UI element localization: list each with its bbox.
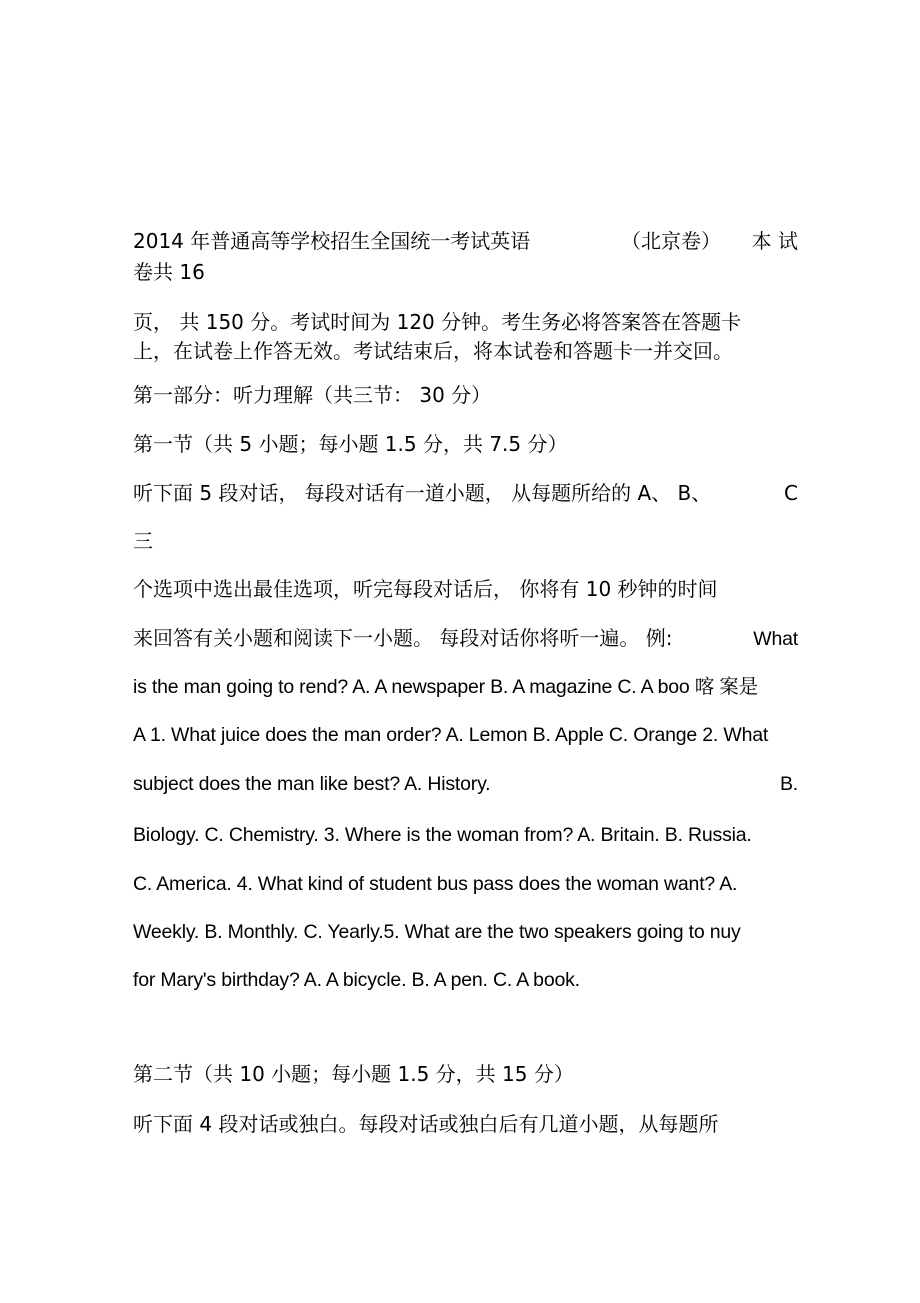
section1-instr-line-2: 三 bbox=[133, 529, 153, 553]
question-line-3-option: B. bbox=[779, 773, 798, 795]
section1-instr-line-4-what: What bbox=[753, 628, 798, 650]
question-line-5: C. America. 4. What kind of student bus pass does the woman want? A. bbox=[133, 873, 738, 895]
title-edition: （北京卷） bbox=[620, 229, 721, 253]
question-line-2: A 1. What juice does the man order? A. Lemon B. Apple C. Orange 2. What bbox=[133, 724, 769, 746]
title-main: 2014 年普通高等学校招生全国统一考试英语 bbox=[133, 229, 531, 253]
section2-heading: 第二节（共 10 小题；每小题 1.5 分，共 15 分） bbox=[133, 1062, 574, 1086]
section2-instr-line-1: 听下面 4 段对话或独白。每段对话或独白后有几道小题，从每题所 bbox=[133, 1112, 719, 1136]
question-line-1: is the man going to rend? A. A newspaper B. A magazine C. A boo 喀 案是 bbox=[133, 676, 758, 698]
question-line-3 bbox=[133, 772, 798, 796]
section1-heading: 第一节（共 5 小题；每小题 1.5 分，共 7.5 分） bbox=[133, 432, 568, 456]
section1-instr-line-1 bbox=[133, 481, 798, 505]
intro-line-2: 上，在试卷上作答无效。考试结束后，将本试卷和答题卡一并交回。 bbox=[133, 339, 733, 363]
question-line-7: for Mary's birthday? A. A bicycle. B. A pen. C. A book. bbox=[133, 969, 580, 991]
question-line-6: Weekly. B. Monthly. C. Yearly.5. What are the two speakers going to nuy bbox=[133, 921, 741, 943]
section1-instr-line-4-text: 来回答有关小题和阅读下一小题。 每段对话你将听一遍。 例: bbox=[133, 626, 673, 650]
section1-instr-line-1-option: C bbox=[784, 481, 798, 505]
section1-instr-line-4 bbox=[133, 626, 798, 651]
title-line-1 bbox=[133, 229, 798, 253]
section1-instr-line-1-text: 听下面 5 段对话， 每段对话有一道小题， 从每题所给的 A、 B、 bbox=[133, 481, 712, 505]
question-line-3-text: subject does the man like best? A. History. bbox=[133, 773, 491, 795]
title-tail: 本 试 bbox=[751, 229, 798, 253]
part1-heading: 第一部分：听力理解（共三节： 30 分） bbox=[133, 383, 492, 407]
section1-instr-line-3: 个选项中选出最佳选项，听完每段对话后， 你将有 10 秒钟的时间 bbox=[133, 577, 718, 601]
question-line-4: Biology. C. Chemistry. 3. Where is the woman from? A. Britain. B. Russia. bbox=[133, 824, 752, 846]
intro-line-1: 页， 共 150 分。考试时间为 120 分钟。考生务必将答案答在答题卡 bbox=[133, 310, 742, 334]
title-line-2: 卷共 16 bbox=[133, 260, 205, 284]
